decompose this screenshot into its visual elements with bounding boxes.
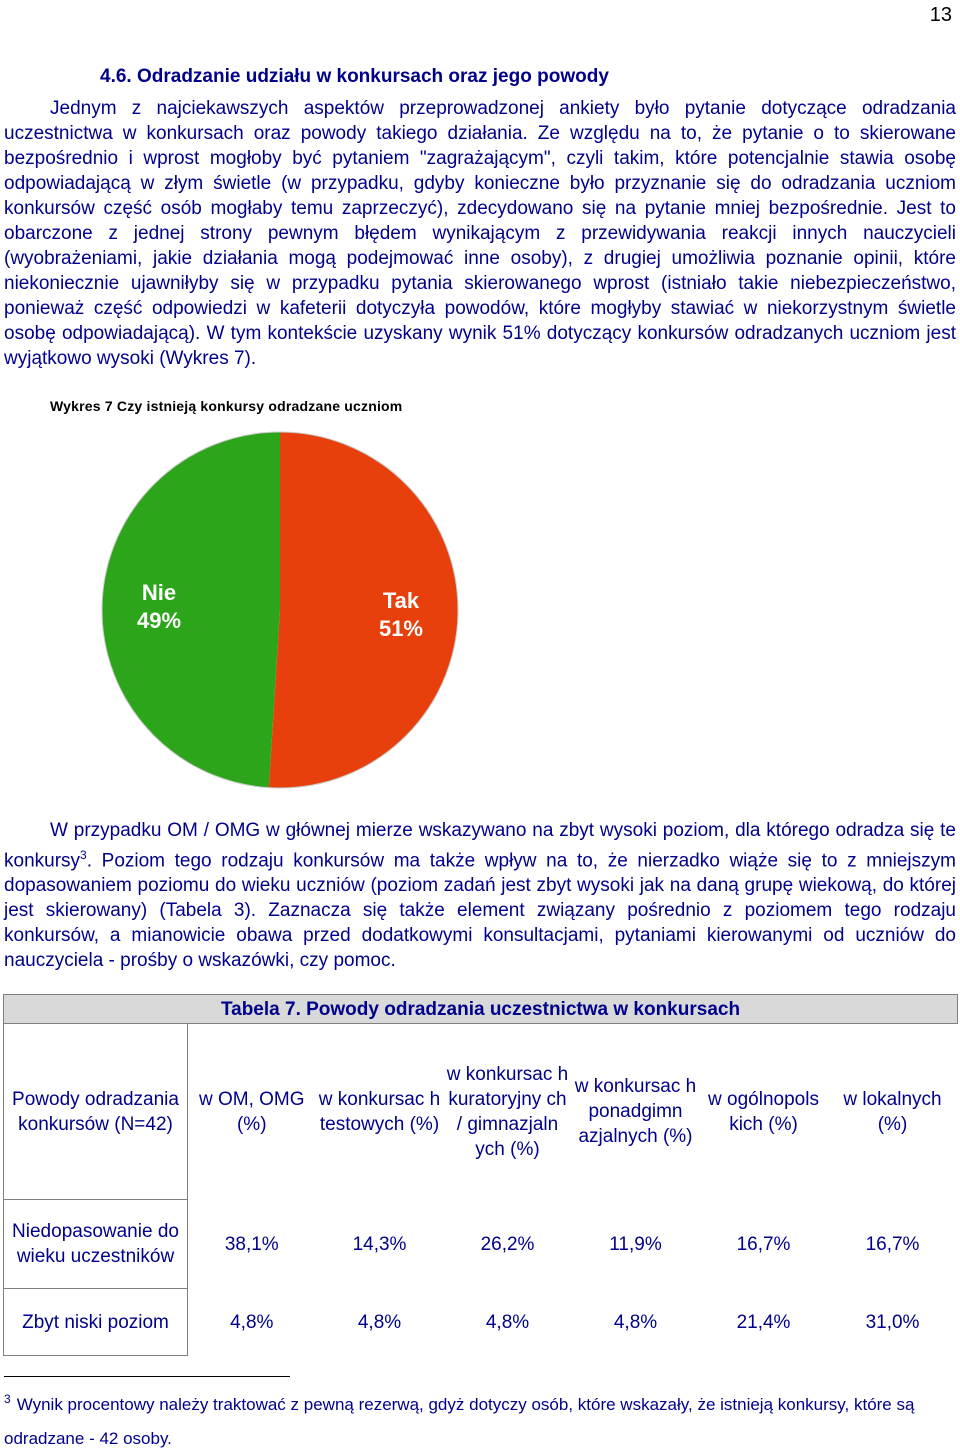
table-header-cell: w ogólnopols kich (%): [708, 1088, 819, 1135]
row-label: Niedopasowanie do wieku uczestników: [4, 1200, 188, 1289]
table-cell: 26,2%: [480, 1233, 535, 1255]
table-cell: 21,4%: [736, 1311, 791, 1333]
paragraph-1: [4, 96, 956, 371]
pie-label-nie: Nie: [141, 580, 177, 606]
paragraph-2: [4, 818, 956, 973]
pie-slice-nie: [102, 432, 280, 788]
table-header-cell: w OM, OMG (%): [198, 1088, 305, 1135]
table-cell: 4,8%: [230, 1311, 274, 1333]
table-cell: 16,7%: [736, 1233, 791, 1255]
table-header-cell: w konkursac h ponadgimn azjalnych (%): [574, 1076, 697, 1148]
pie-chart: [40, 420, 520, 800]
table-cell: 4,8%: [613, 1311, 658, 1333]
table-caption: Tabela 7. Powody odradzania uczestnictwa w konkursach: [4, 995, 958, 1024]
reasons-table-wrapper: [3, 994, 957, 1356]
table-cell: 11,9%: [609, 1233, 662, 1255]
pie-label-tak: Tak: [382, 587, 420, 613]
paragraph-1-text: Jednym z najciekawszych aspektów przeprowadzonej ankiety było pytanie dotyczące odradzania uczestnictwa w konkursach oraz powody takiego działania. Ze względu na to, że pytanie o to skierowane bezpośrednio i wprost mogłoby być pytaniem "zagrażającym", czyli takim, które potencjalnie stawia osobę odpowiadającą w złym świetle (w przypadku, gdyby konieczne było przyznanie się do odradzania uczniom konkursów część osób mogłaby temu zaprzeczyć), zdecydowano się na pytanie mniej bezpośrednie. Jest to obarczone z jednej strony pewnym błędem wynikającym z przewidywania reakcji innych nauczycieli (wyobrażeniami, jakie działania mogą podejmować inne osoby), z drugiej umożliwia poznanie opinii, które niekoniecznie ujawniłyby się w przypadku pytania skierowanego wprost (istniało takie niebezpieczeństwo, ponieważ część odpowiedzi w kafeterii dotyczyła powodów, które mogłyby stawiać w niekorzystnym świetle osobę odpowiadającą). W tym kontekście uzyskany wynik 51% dotyczący konkursów odradzanych uczniom jest wyjątkowo wysoki (Wykres 7).: [4, 98, 956, 369]
table-row: [4, 1289, 958, 1356]
footnote-text: Wynik procentowy należy traktować z pewną rezerwą, gdyż dotyczy osób, które wskazały, że istnieją konkursy, które są odradzane - 42 osoby.: [4, 1395, 915, 1448]
section-heading: 4.6. Odradzanie udziału w konkursach oraz jego powody: [100, 66, 609, 87]
table-header-row: [4, 1024, 958, 1200]
reasons-table: [3, 994, 958, 1356]
paragraph-2-text-a: W przypadku OM / OMG w głównej mierze wskazywano na zbyt wysoki poziom, dla którego odradza się te konkursy: [4, 820, 956, 872]
footnote: [4, 1388, 954, 1456]
table-cell: 4,8%: [357, 1311, 402, 1333]
page-number: 13: [929, 4, 952, 26]
footnote-number: 3: [4, 1392, 11, 1406]
paragraph-2-text-b: . Poziom tego rodzaju konkursów ma także wpływ na to, że nierzadko wiąże się to z mniejszym dopasowaniem poziomu do wieku uczniów (poziom zadań jest zbyt wysoki jak na daną grupę wiekową, do której jest skierowany) (Tabela 3). Zaznacza się także element związany pośrednio z poziomem tego rodzaju konkursów, a mianowicie obawa przed dodatkowymi konsultacjami, pytaniami kierowanymi od uczniów do nauczyciela - prośby o wskazówki, czy pomoc.: [4, 850, 956, 972]
table-header-reason: Powody odradzania konkursów (N=42): [4, 1024, 188, 1200]
chart-title: Wykres 7 Czy istnieją konkursy odradzane uczniom: [50, 398, 403, 414]
table-cell: 16,7%: [865, 1233, 920, 1255]
table-cell: 4,8%: [485, 1311, 530, 1333]
table-header-cell: w lokalnych (%): [843, 1088, 942, 1135]
footnote-reference[interactable]: 3: [80, 848, 87, 862]
table-header-cell: w konkursac h testowych (%): [318, 1088, 441, 1135]
footnote-divider: [4, 1376, 290, 1377]
pie-value-nie: 49%: [136, 608, 182, 634]
pie-slice-tak: [269, 432, 458, 788]
pie-value-tak: 51%: [378, 615, 424, 641]
table-cell: 31,0%: [865, 1311, 920, 1333]
table-cell: 14,3%: [352, 1233, 407, 1255]
table-row: [4, 1200, 958, 1289]
row-label: Zbyt niski poziom: [4, 1289, 188, 1356]
table-header-cell: w konkursac h kuratoryjny ch / gimnazjaln ych (%): [446, 1063, 569, 1160]
table-cell: 38,1%: [224, 1233, 279, 1255]
